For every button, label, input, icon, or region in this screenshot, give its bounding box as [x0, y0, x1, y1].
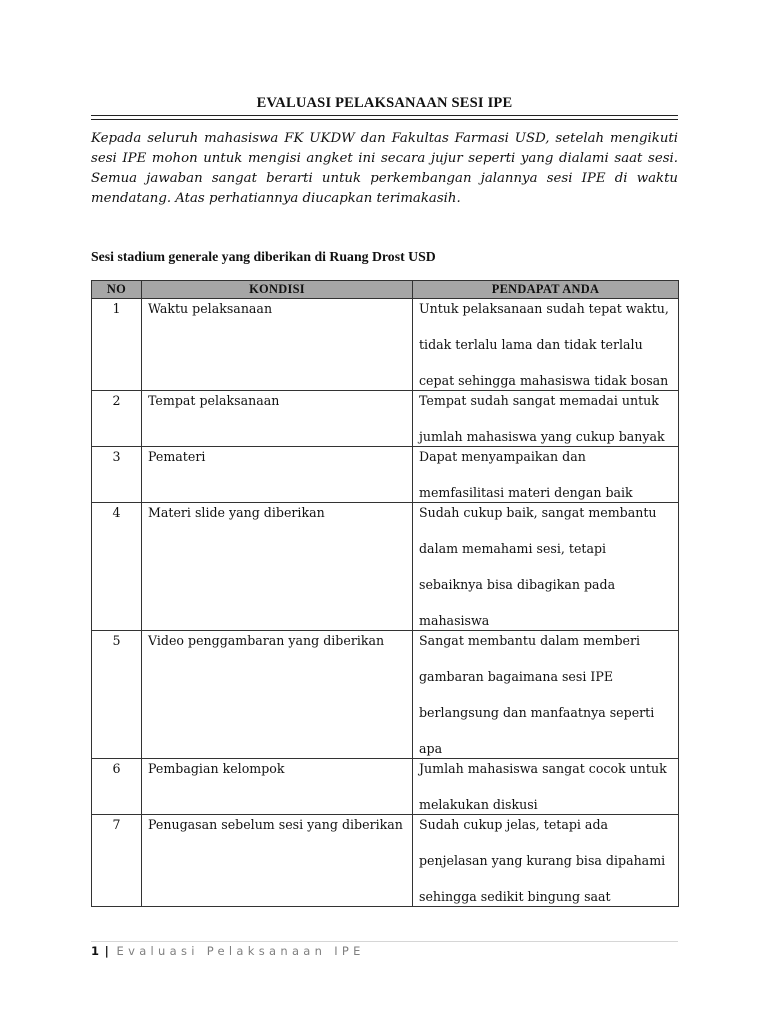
footer-rule — [91, 941, 678, 942]
pendapat-line: gambaran bagaimana sesi IPE — [419, 669, 614, 684]
row-number: 2 — [92, 391, 142, 447]
pendapat-line: Dapat menyampaikan dan — [419, 449, 586, 464]
row-pendapat — [413, 759, 679, 815]
footer-separator: | — [104, 944, 109, 958]
intro-paragraph: Kepada seluruh mahasiswa FK UKDW dan Fakultas Farmasi USD, setelah mengikuti sesi IPE mohon untuk mengisi angket ini secara jujur seperti yang dialami saat sesi. Semua jawaban sangat berarti untuk perkembangan jalannya sesi IPE di waktu mendatang. Atas perhatiannya diucapkan terimakasih. — [91, 131, 678, 206]
row-number: 1 — [92, 299, 142, 391]
row-kondisi: Tempat pelaksanaan — [142, 391, 413, 447]
title-rule-top — [91, 115, 678, 116]
row-number: 4 — [92, 503, 142, 631]
pendapat-line: Tempat sudah sangat memadai untuk — [419, 393, 659, 408]
footer-page-number: 1 — [91, 944, 100, 958]
row-pendapat — [413, 391, 679, 447]
row-kondisi: Materi slide yang diberikan — [142, 503, 413, 631]
document-title: EVALUASI PELAKSANAAN SESI IPE — [256, 95, 513, 111]
table-row — [92, 631, 679, 759]
pendapat-line: Sudah cukup baik, sangat membantu — [419, 505, 657, 520]
footer-text: Evaluasi Pelaksanaan IPE — [116, 944, 365, 958]
row-kondisi: Pembagian kelompok — [142, 759, 413, 815]
evaluation-table — [91, 280, 679, 907]
row-number: 6 — [92, 759, 142, 815]
page-footer — [91, 944, 365, 958]
pendapat-line: cepat sehingga mahasiswa tidak bosan — [419, 373, 669, 388]
pendapat-line: tidak terlalu lama dan tidak terlalu — [419, 337, 643, 352]
pendapat-line: Untuk pelaksanaan sudah tepat waktu, — [419, 301, 669, 316]
table-body — [92, 299, 679, 907]
row-kondisi: Penugasan sebelum sesi yang diberikan — [142, 815, 413, 907]
pendapat-line: dalam memahami sesi, tetapi — [419, 541, 607, 556]
row-kondisi: Waktu pelaksanaan — [142, 299, 413, 391]
table-row — [92, 759, 679, 815]
table-row — [92, 447, 679, 503]
pendapat-line: jumlah mahasiswa yang cukup banyak — [419, 429, 665, 444]
table-row — [92, 503, 679, 631]
pendapat-line: melakukan diskusi — [419, 797, 538, 812]
pendapat-line: sehingga sedikit bingung saat — [419, 889, 611, 904]
row-kondisi: Pemateri — [142, 447, 413, 503]
header-pendapat: PENDAPAT ANDA — [413, 281, 679, 299]
pendapat-line: berlangsung dan manfaatnya seperti — [419, 705, 655, 720]
row-pendapat — [413, 447, 679, 503]
row-pendapat — [413, 631, 679, 759]
row-pendapat — [413, 815, 679, 907]
table-row — [92, 299, 679, 391]
row-number: 7 — [92, 815, 142, 907]
pendapat-line: penjelasan yang kurang bisa dipahami — [419, 853, 666, 868]
row-pendapat — [413, 503, 679, 631]
pendapat-line: Sudah cukup jelas, tetapi ada — [419, 817, 609, 832]
pendapat-line: mahasiswa — [419, 613, 490, 628]
section-heading: Sesi stadium generale yang diberikan di Ruang Drost USD — [91, 249, 436, 264]
pendapat-line: Jumlah mahasiswa sangat cocok untuk — [419, 761, 667, 776]
table-row — [92, 391, 679, 447]
row-number: 5 — [92, 631, 142, 759]
row-pendapat — [413, 299, 679, 391]
table-header-row — [92, 281, 679, 299]
row-number: 3 — [92, 447, 142, 503]
title-rule-bottom — [91, 119, 678, 120]
pendapat-line: sebaiknya bisa dibagikan pada — [419, 577, 616, 592]
row-kondisi: Video penggambaran yang diberikan — [142, 631, 413, 759]
pendapat-line: apa — [419, 741, 443, 756]
header-no: NO — [92, 281, 142, 299]
pendapat-line: memfasilitasi materi dengan baik — [419, 485, 633, 500]
pendapat-line: Sangat membantu dalam memberi — [419, 633, 641, 648]
header-kondisi: KONDISI — [142, 281, 413, 299]
table-row — [92, 815, 679, 907]
